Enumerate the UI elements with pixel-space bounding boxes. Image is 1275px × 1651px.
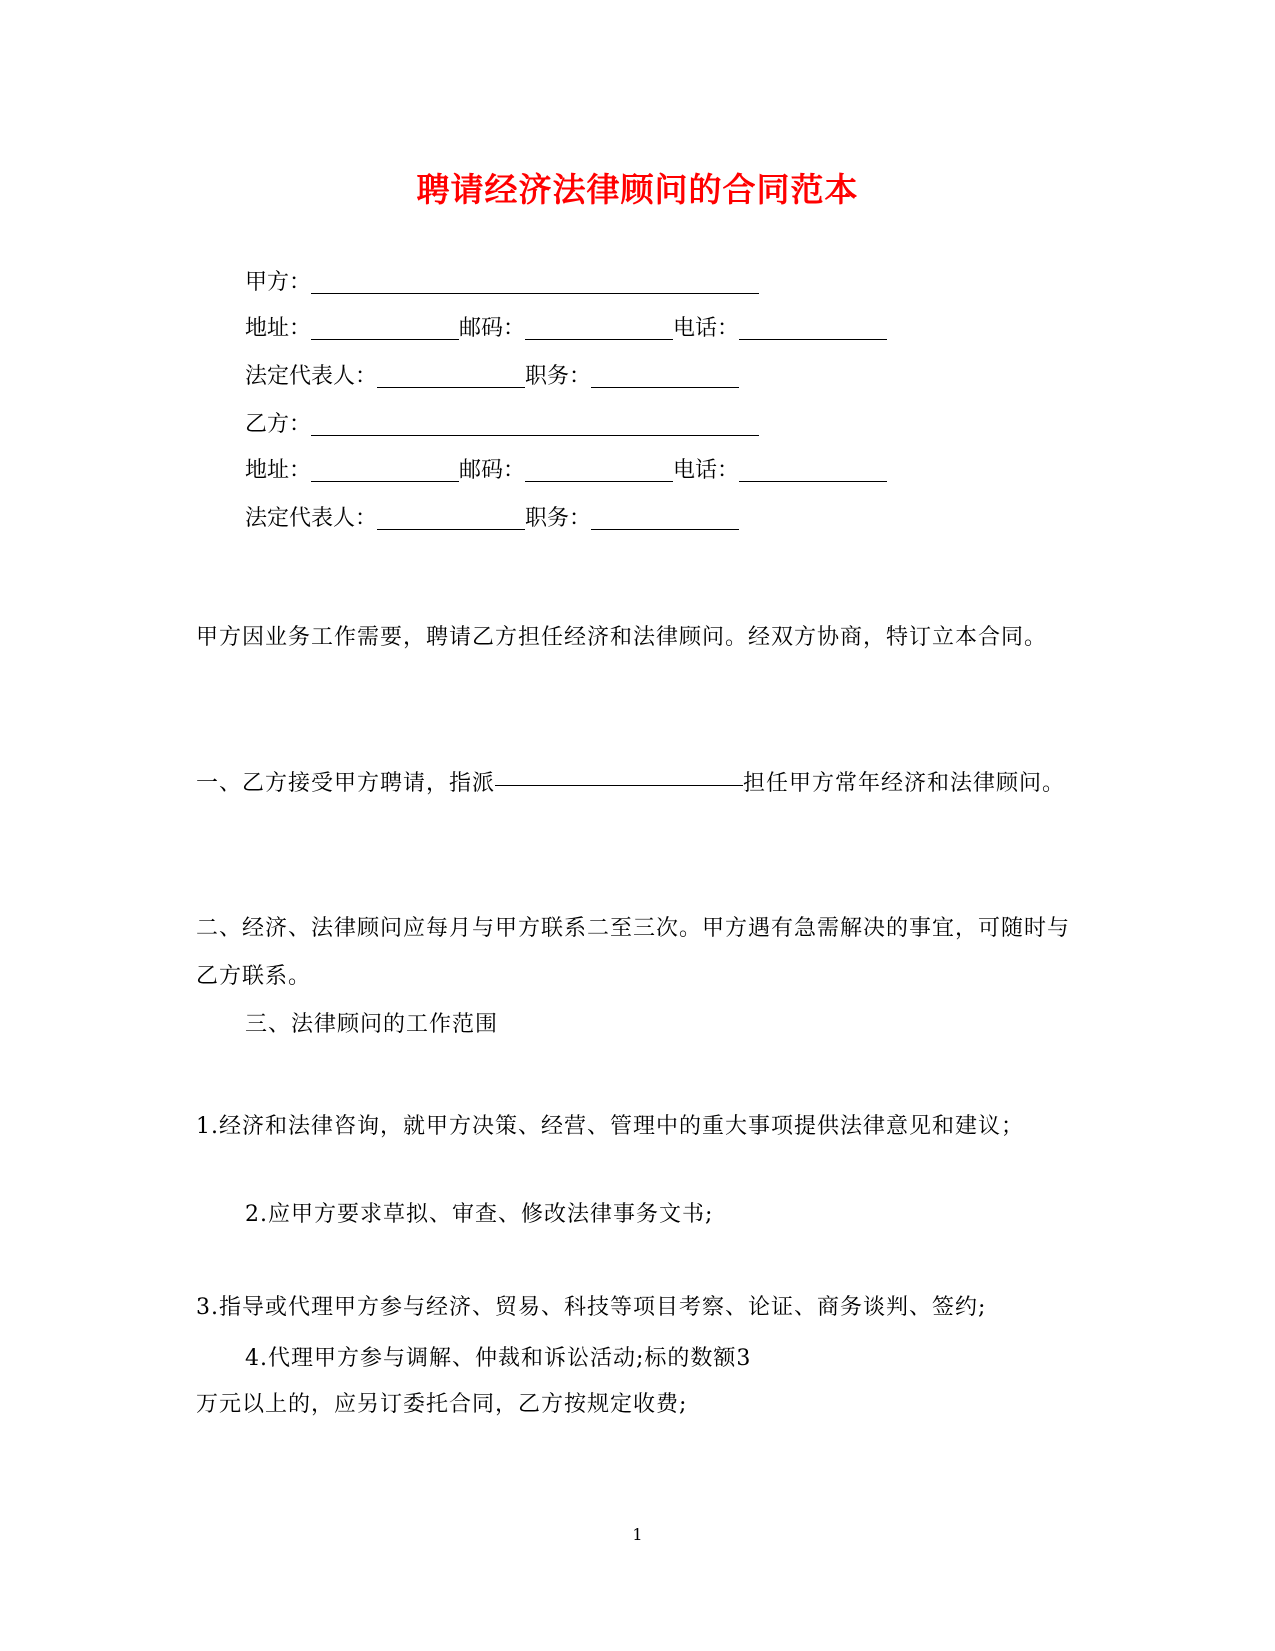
party-a-postcode-label: 邮码： xyxy=(459,316,526,341)
clause-3-heading: 三、法律顾问的工作范围 xyxy=(245,1012,499,1037)
clause-1-paragraph xyxy=(196,760,1076,808)
party-a-legal-rep-blank[interactable] xyxy=(377,365,525,388)
party-b-address-line xyxy=(245,456,887,486)
assigned-advisor-blank[interactable] xyxy=(495,763,743,786)
party-b-label: 乙方： xyxy=(245,412,312,437)
party-a-phone-label: 电话： xyxy=(673,316,740,341)
clause-2-paragraph: 二、经济、法律顾问应每月与甲方联系二至三次。甲方遇有急需解决的事宜，可随时与乙方联系。 xyxy=(196,916,1071,989)
scope-item-4-line-2: 万元以上的，应另订委托合同，乙方按规定收费; xyxy=(196,1392,688,1417)
party-a-line xyxy=(245,268,759,298)
scope-item-3: 3.指导或代理甲方参与经济、贸易、科技等项目考察、论证、商务谈判、签约; xyxy=(196,1295,987,1320)
party-a-address-label: 地址： xyxy=(245,316,312,341)
party-a-postcode-blank[interactable] xyxy=(525,317,673,340)
party-a-label: 甲方： xyxy=(245,270,312,295)
preamble-paragraph: 甲方因业务工作需要，聘请乙方担任经济和法律顾问。经双方协商，特订立本合同。 xyxy=(196,625,1048,650)
party-b-line xyxy=(245,410,759,440)
scope-item-2: 2.应甲方要求草拟、审查、修改法律事务文书; xyxy=(245,1202,714,1227)
clause-1-text-after: 担任甲方常年经济和法律顾问。 xyxy=(743,771,1066,796)
party-a-phone-blank[interactable] xyxy=(739,317,887,340)
party-b-blank[interactable] xyxy=(311,413,759,436)
party-a-address-blank[interactable] xyxy=(311,317,459,340)
page-title: 聘请经济法律顾问的合同范本 xyxy=(416,170,859,209)
party-b-position-blank[interactable] xyxy=(591,507,739,530)
scope-item-4-line-1: 4.代理甲方参与调解、仲裁和诉讼活动;标的数额3 xyxy=(245,1346,752,1371)
party-a-legal-rep-label: 法定代表人： xyxy=(245,364,378,389)
party-a-position-label: 职务： xyxy=(525,364,592,389)
party-b-address-label: 地址： xyxy=(245,458,312,483)
party-b-phone-label: 电话： xyxy=(673,458,740,483)
scope-item-1: 1.经济和法律咨询，就甲方决策、经营、管理中的重大事项提供法律意见和建议； xyxy=(196,1114,1024,1139)
page-number: 1 xyxy=(632,1525,643,1544)
party-b-position-label: 职务： xyxy=(525,506,592,531)
party-a-blank[interactable] xyxy=(311,271,759,294)
party-a-rep-line xyxy=(245,362,739,392)
party-b-legal-rep-blank[interactable] xyxy=(377,507,525,530)
clause-1-text-before: 一、乙方接受甲方聘请，指派 xyxy=(196,771,496,796)
party-b-legal-rep-label: 法定代表人： xyxy=(245,506,378,531)
party-a-address-line xyxy=(245,314,887,344)
party-b-phone-blank[interactable] xyxy=(739,459,887,482)
party-b-postcode-blank[interactable] xyxy=(525,459,673,482)
party-a-position-blank[interactable] xyxy=(591,365,739,388)
party-b-address-blank[interactable] xyxy=(311,459,459,482)
party-b-rep-line xyxy=(245,504,739,534)
party-b-postcode-label: 邮码： xyxy=(459,458,526,483)
